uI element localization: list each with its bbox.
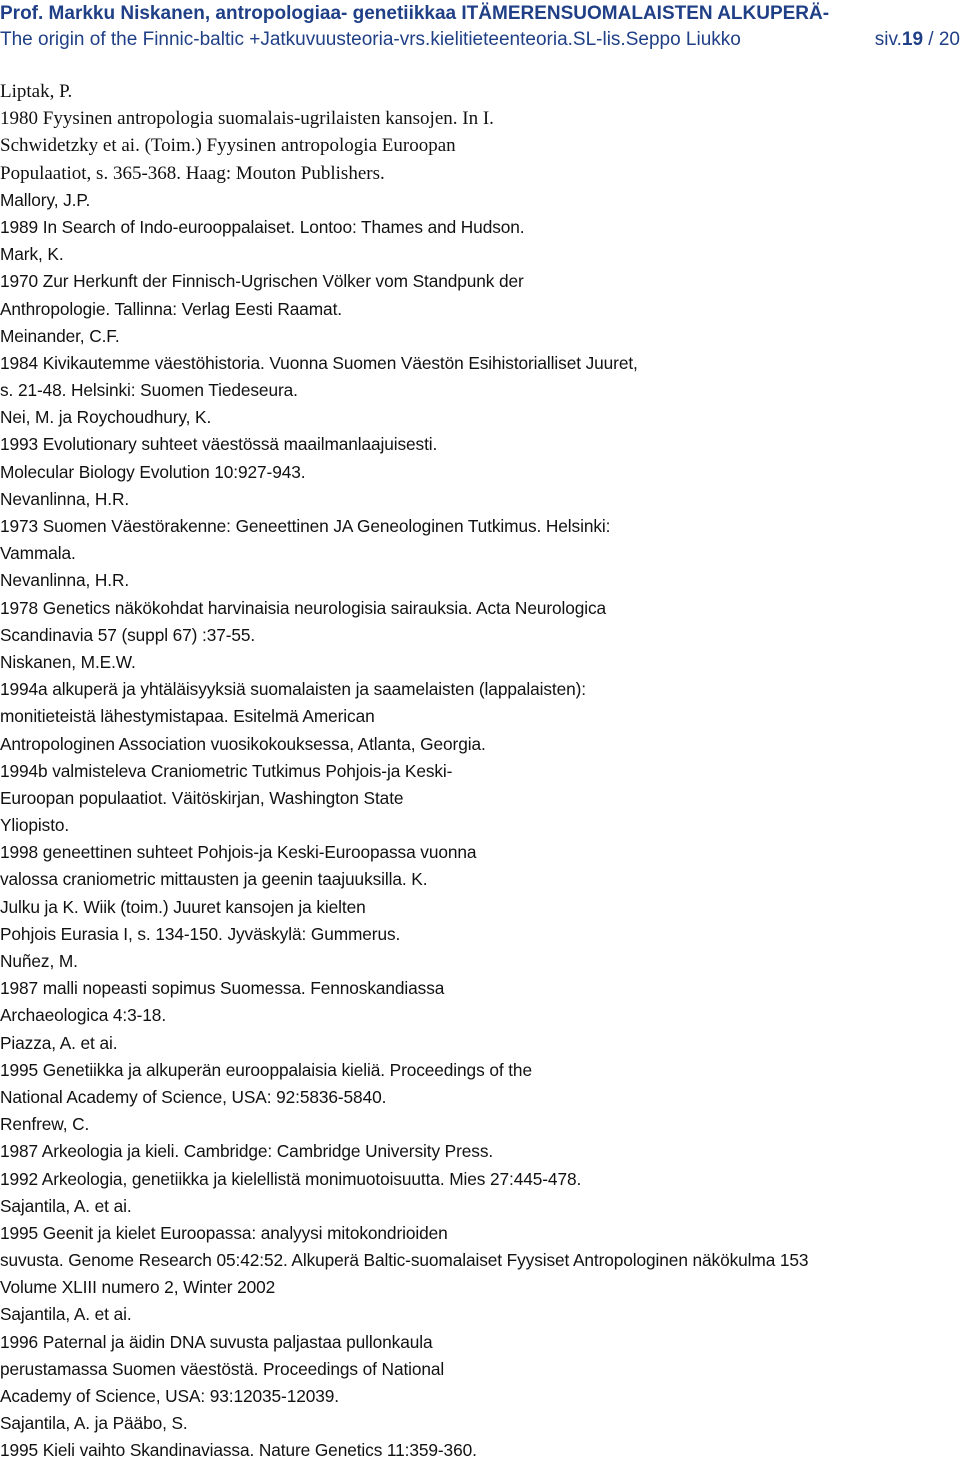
- reference-line: Volume XLIII numero 2, Winter 2002: [0, 1277, 276, 1298]
- reference-list: [0, 78, 960, 1465]
- reference-line: 1996 Paternal ja äidin DNA suvusta paljastaa pullonkaula: [0, 1331, 433, 1352]
- reference-line: Sajantila, A. et ai.: [0, 1195, 132, 1216]
- reference-line: Populaatiot, s. 365-368. Haag: Mouton Publishers.: [0, 162, 385, 184]
- reference-line: Euroopan populaatiot. Väitöskirjan, Washington State: [0, 787, 404, 808]
- document-subtitle: The origin of the Finnic-baltic +Jatkuvuusteoria-vrs.kielitieteenteoria.SL-lis.Seppo Liukko: [0, 29, 741, 50]
- reference-line: Nuñez, M.: [0, 951, 78, 971]
- reference-line: Yliopisto.: [0, 815, 70, 836]
- reference-line: 1978 Genetics näkökohdat harvinaisia neurologisia sairauksia. Acta Neurologica: [0, 597, 607, 618]
- reference-line: Niskanen, M.E.W.: [0, 651, 136, 672]
- reference-line: Scandinavia 57 (suppl 67) :37-55.: [0, 624, 256, 645]
- reference-line: 1994b valmisteleva Craniometric Tutkimus Pohjois-ja Keski-: [0, 760, 453, 781]
- reference-line: Nevanlinna, H.R.: [0, 488, 130, 509]
- reference-line: Anthropologie. Tallinna: Verlag Eesti Raamat.: [0, 298, 342, 319]
- reference-line: Mark, K.: [0, 244, 64, 265]
- page-current: 19: [901, 29, 924, 50]
- reference-line: Nevanlinna, H.R.: [0, 570, 130, 591]
- reference-line: 1993 Evolutionary suhteet väestössä maailmanlaajuisesti.: [0, 434, 438, 455]
- reference-line: 1998 geneettinen suhteet Pohjois-ja Keski-Euroopassa vuonna: [0, 842, 477, 863]
- page-prefix: siv.: [874, 29, 902, 50]
- reference-line: 1992 Arkeologia, genetiikka ja kielellistä monimuotoisuutta. Mies 27:445-478.: [0, 1168, 582, 1189]
- reference-line: s. 21-48. Helsinki: Suomen Tiedeseura.: [0, 380, 298, 401]
- reference-line: Nei, M. ja Roychoudhury, K.: [0, 407, 212, 428]
- reference-line: Antropologinen Association vuosikokouksessa, Atlanta, Georgia.: [0, 733, 486, 754]
- reference-line: 1987 malli nopeasti sopimus Suomessa. Fennoskandiassa: [0, 978, 445, 999]
- reference-line: Archaeologica 4:3-18.: [0, 1005, 167, 1026]
- reference-line: Renfrew, C.: [0, 1114, 90, 1135]
- reference-line: Piazza, A. et ai.: [0, 1032, 118, 1053]
- reference-line: Mallory, J.P.: [0, 189, 91, 210]
- reference-line: Pohjois Eurasia I, s. 134-150. Jyväskylä: Gummerus.: [0, 923, 401, 944]
- reference-line: Schwidetzky et ai. (Toim.) Fyysinen antropologia Euroopan: [0, 135, 456, 157]
- reference-line: 1994a alkuperä ja yhtäläisyyksiä suomalaisten ja saamelaisten (lappalaisten):: [0, 679, 586, 700]
- reference-line: suvusta. Genome Research 05:42:52. Alkuperä Baltic-suomalaiset Fyysiset Antropologinen näkökulma 153: [0, 1250, 809, 1271]
- reference-line: 1987 Arkeologia ja kieli. Cambridge: Cambridge University Press.: [0, 1141, 494, 1162]
- document-title: Prof. Markku Niskanen, antropologiaa- genetiikkaa ITÄMERENSUOMALAISTEN ALKUPERÄ-: [0, 3, 830, 24]
- reference-line: Sajantila, A. et ai.: [0, 1304, 132, 1325]
- reference-line: 1980 Fyysinen antropologia suomalais-ugrilaisten kansojen. In I.: [0, 108, 494, 130]
- page-header: [0, 0, 960, 56]
- reference-line: Julku ja K. Wiik (toim.) Juuret kansojen ja kielten: [0, 896, 366, 917]
- reference-line: 1970 Zur Herkunft der Finnisch-Ugrischen Völker vom Standpunk der: [0, 271, 524, 292]
- reference-line: Molecular Biology Evolution 10:927-943.: [0, 461, 306, 482]
- reference-line: Academy of Science, USA: 93:12035-12039.: [0, 1386, 339, 1406]
- reference-line: 1995 Genetiikka ja alkuperän eurooppalaisia kieliä. Proceedings of the: [0, 1059, 532, 1080]
- page-total: 20: [938, 29, 960, 50]
- reference-line: 1995 Geenit ja kielet Euroopassa: analyysi mitokondrioiden: [0, 1222, 448, 1243]
- reference-line: 1984 Kivikautemme väestöhistoria. Vuonna Suomen Väestön Esihistorialliset Juuret,: [0, 352, 638, 373]
- reference-line: perustamassa Suomen väestöstä. Proceedings of National: [0, 1358, 445, 1379]
- reference-line: 1989 In Search of Indo-eurooppalaiset. Lontoo: Thames and Hudson.: [0, 216, 525, 237]
- reference-line: Meinander, C.F.: [0, 325, 120, 346]
- reference-line: valossa craniometric mittausten ja geenin taajuuksilla. K.: [0, 869, 428, 890]
- page-separator: /: [923, 29, 939, 50]
- reference-line: monitieteistä lähestymistapaa. Esitelmä American: [0, 706, 375, 727]
- page-counter: [875, 28, 960, 52]
- reference-line: 1995 Kieli vaihto Skandinaviassa. Nature Genetics 11:359-360.: [0, 1440, 477, 1461]
- reference-line: Vammala.: [0, 543, 76, 564]
- reference-line: Liptak, P.: [0, 81, 73, 102]
- reference-line: National Academy of Science, USA: 92:5836-5840.: [0, 1086, 387, 1107]
- reference-line: 1973 Suomen Väestörakenne: Geneettinen JA Geneologinen Tutkimus. Helsinki:: [0, 516, 611, 536]
- reference-line: Sajantila, A. ja Pääbo, S.: [0, 1413, 188, 1434]
